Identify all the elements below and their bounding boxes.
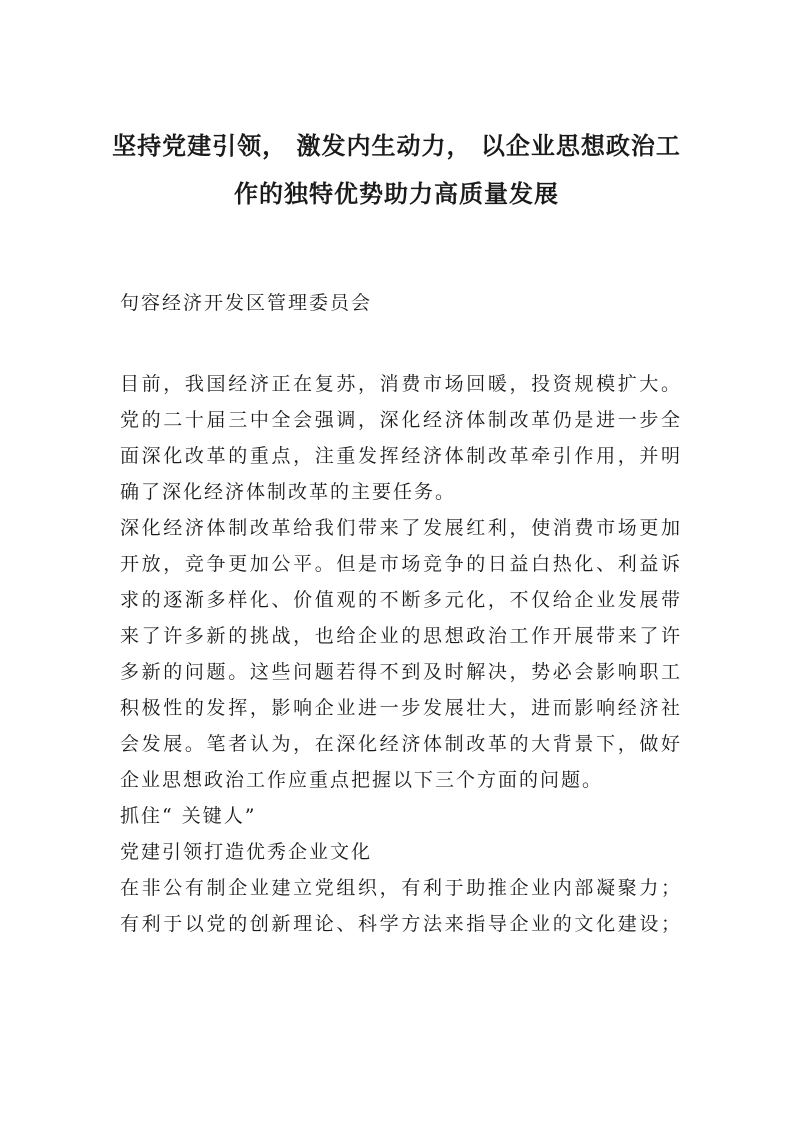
body-line: 多新的问题。这些问题若得不到及时解决，势必会影响职工 [120,661,680,683]
document-body [120,366,680,942]
body-line: 企业思想政治工作应重点把握以下三个方面的问题。 [120,769,604,791]
body-line: 在非公有制企业建立党组织，有利于助推企业内部凝聚力； [120,877,680,899]
body-line: 党的二十届三中全会强调，深化经济体制改革仍是进一步全 [120,409,680,431]
body-line: 确了深化经济体制改革的主要任务。 [120,481,457,503]
document-title-line-1: 坚持党建引领， 激发内生动力， 以企业思想政治工 [112,132,681,160]
body-line: 来了许多新的挑战，也给企业的思想政治工作开展带来了许 [120,625,680,647]
body-line: 有利于以党的创新理论、科学方法来指导企业的文化建设； [120,913,680,935]
body-line: 会发展。笔者认为，在深化经济体制改革的大背景下，做好 [120,733,680,755]
document-title-line-2: 作的独特优势助力高质量发展 [234,180,559,208]
body-line: 深化经济体制改革给我们带来了发展红利，使消费市场更加 [120,517,680,539]
body-line: 面深化改革的重点，注重发挥经济体制改革牵引作用，并明 [120,445,680,467]
author-organization: 句容经济开发区管理委员会 [120,292,373,314]
body-line: 目前，我国经济正在复苏，消费市场回暖，投资规模扩大。 [120,373,680,395]
section-heading: 抓住“ 关键人” [120,805,257,827]
body-line: 积极性的发挥，影响企业进一步发展壮大，进而影响经济社 [120,697,680,719]
section-heading: 党建引领打造优秀企业文化 [120,841,373,863]
body-line: 开放，竞争更加公平。但是市场竞争的日益白热化、利益诉 [120,553,680,575]
body-line: 求的逐渐多样化、价值观的不断多元化，不仅给企业发展带 [120,589,680,611]
